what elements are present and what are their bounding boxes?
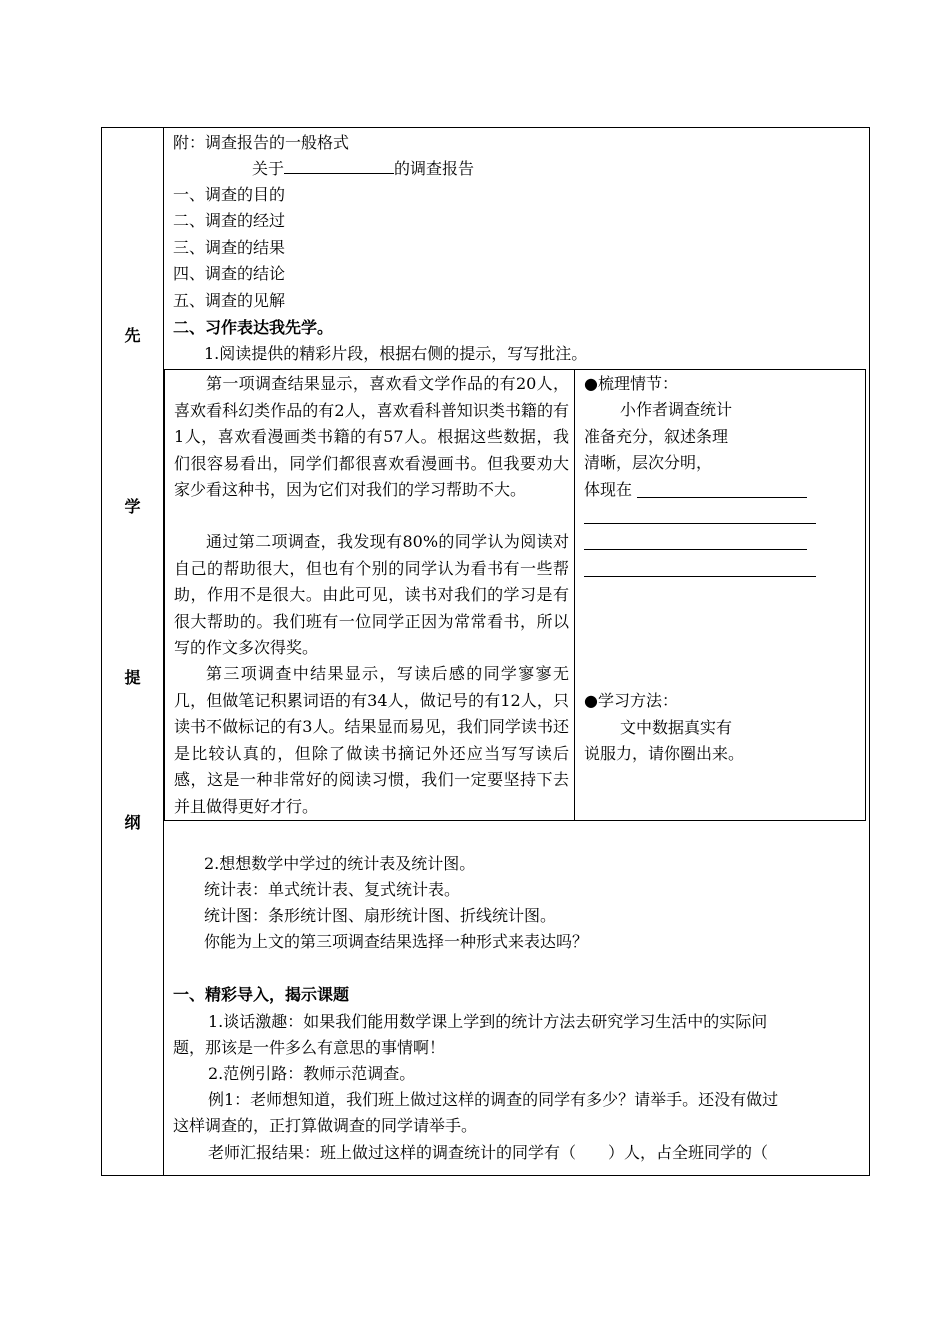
answer-blank[interactable] [584,523,816,524]
passage-paragraph: 通过第二项调查，我发现有80%的同学认为阅读对自己的帮助很大，但也有个别的同学认为看书有一些帮助，作用不是很大。由此可见，读书对我们的学习是有很大帮助的。我们班有一位同学正因为常常看书，所以写的作文多次得奖。 [174,532,569,657]
format-item: 三、调查的结果 [173,238,286,257]
format-item: 一、调查的目的 [173,185,286,204]
passage-paragraph: 第三项调查中结果显示，写读后感的同学寥寥无几，但做笔记积累词语的有34人，做记号的有12人，只读书不做标记的有3人。结果显而易见，我们同学读书还是比较认真的，但除了做读书摘记外还应当写写读后感，这是一种非常好的阅读习惯，我们一定要坚持下去并且做得更好才行。 [174,664,569,816]
section2-heading: 二、习作表达我先学。 [173,318,334,337]
note-line: 清晰，层次分明， [584,453,713,472]
side-char: 先 [124,326,141,345]
title-blank [284,157,394,174]
report-title-template [252,156,474,182]
format-heading: 附：调查报告的一般格式 [173,133,350,152]
format-item: 二、调查的经过 [173,211,286,230]
note-title: ●梳理情节： [584,374,678,393]
section1-heading: 一、精彩导入，揭示课题 [173,985,350,1004]
side-char: 学 [124,497,141,516]
section1-line: 1.谈话激趣：如果我们能用数学课上学到的统计方法去研究学习生活中的实际问 [208,1012,768,1031]
format-item: 四、调查的结论 [173,264,286,283]
side-char: 提 [124,668,141,687]
task1-text: 1.阅读提供的精彩片段，根据右侧的提示，写写批注。 [204,344,588,363]
title-prefix: 关于 [252,159,285,178]
answer-blank[interactable] [637,497,807,498]
section1-line: 2.范例引路：教师示范调查。 [208,1064,416,1083]
answer-blank[interactable] [584,576,816,577]
section1-line: 例1：老师想知道，我们班上做过这样的调查的同学有多少？请举手。还没有做过 [208,1090,779,1109]
task2-line: 统计表：单式统计表、复式统计表。 [204,880,461,899]
note-line: 文中数据真实有 [620,718,733,737]
side-label-column [102,128,164,1175]
title-suffix: 的调查报告 [394,159,475,178]
section1-line: 题，那该是一件多么有意思的事情啊！ [173,1038,446,1057]
note-line: 小作者调查统计 [620,400,733,419]
passage-cell [165,370,575,820]
task2-line: 2.想想数学中学过的统计表及统计图。 [204,854,476,873]
note-line: 体现在 [584,480,633,499]
answer-blank[interactable] [584,549,807,550]
task2-line: 统计图：条形统计图、扇形统计图、折线统计图。 [204,906,557,925]
side-char: 纲 [124,813,141,832]
note-line: 说服力，请你圈出来。 [584,744,745,763]
section1-line: 老师汇报结果：班上做过这样的调查统计的同学有（ ）人，占全班同学的（ [208,1143,769,1162]
passage-table [164,369,866,821]
task2-line: 你能为上文的第三项调查结果选择一种形式来表达吗？ [204,932,589,951]
note-line: 准备充分，叙述条理 [584,427,729,446]
notes-cell [575,370,865,820]
format-item: 五、调查的见解 [173,291,286,310]
section1-line: 这样调查的，正打算做调查的同学请举手。 [173,1116,478,1135]
lesson-table [101,127,870,1176]
passage-paragraph: 第一项调查结果显示，喜欢看文学作品的有20人，喜欢看科幻类作品的有2人，喜欢看科普知识类书籍的有1人，喜欢看漫画类书籍的有57人。根据这些数据，我们很容易看出，同学们都很喜欢看漫画书。但我要劝大家少看这种书，因为它们对我们的学习帮助不大。 [174,374,569,499]
note-title: ●学习方法： [584,691,678,710]
